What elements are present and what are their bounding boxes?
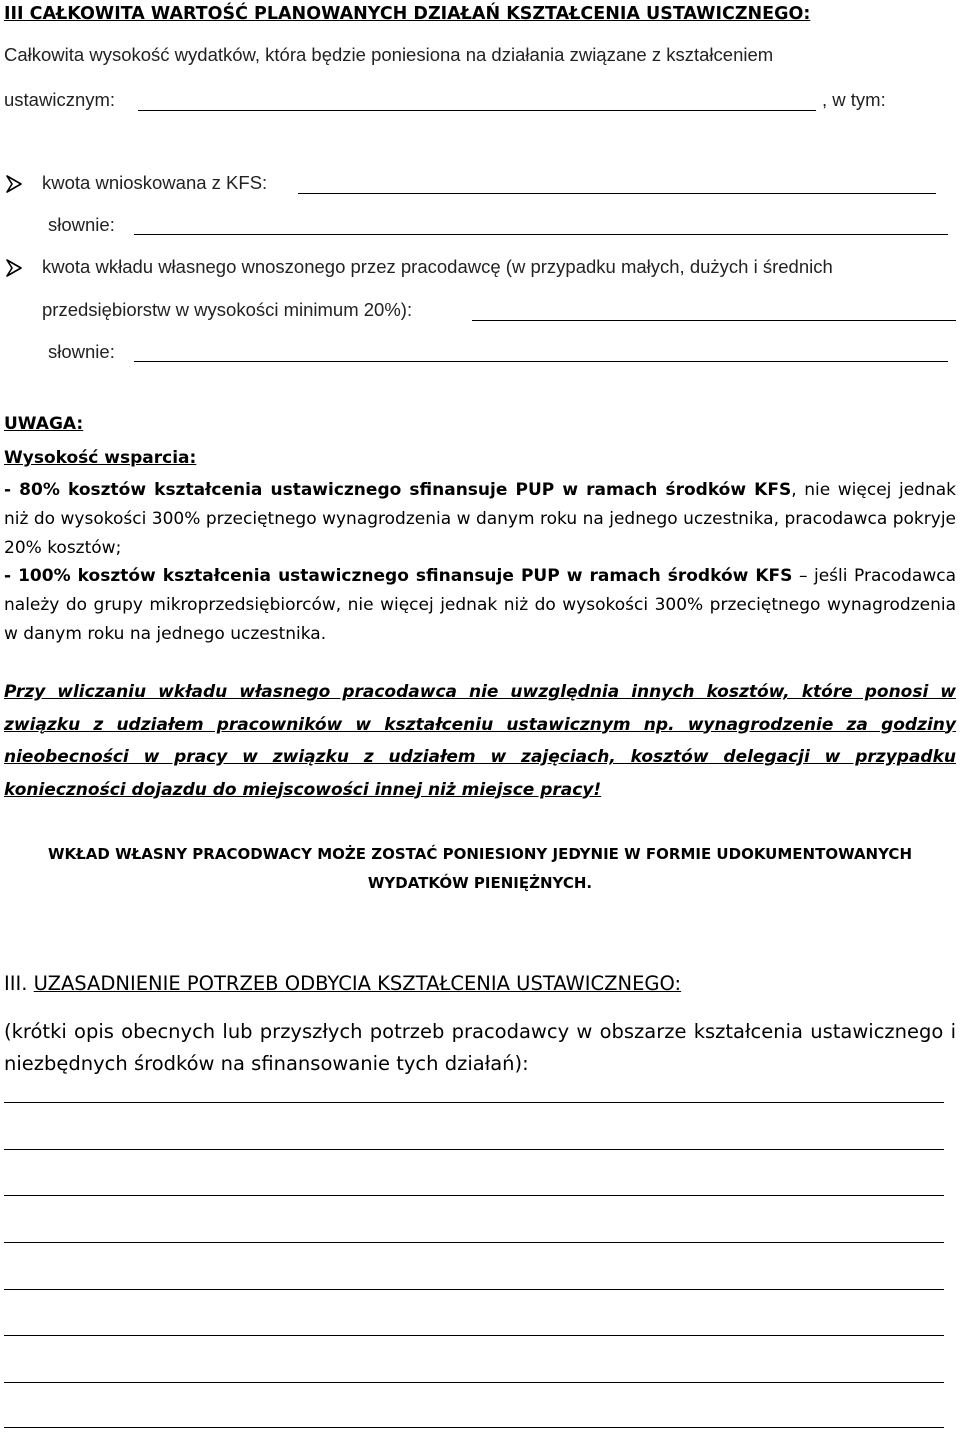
requested-amount-words-field[interactable] (134, 234, 948, 235)
support-rule-80 (4, 476, 956, 563)
support-rule-100-bold: - 100% kosztów kształcenia ustawicznego sfinansuje PUP w ramach środków KFS (4, 566, 793, 586)
arrow-bullet-icon (5, 259, 23, 277)
support-rule-100 (4, 562, 956, 649)
justification-answer-line[interactable] (4, 1289, 944, 1290)
own-contribution-field[interactable] (472, 320, 956, 321)
own-contribution-label-line-1: kwota wkładu własnego wnoszonego przez pracodawcę (w przypadku małych, dużych i średnich (42, 256, 833, 277)
support-level-heading: Wysokość wsparcia: (4, 448, 197, 468)
total-expenses-suffix: , w tym: (822, 89, 886, 110)
justification-answer-line[interactable] (4, 1427, 944, 1428)
total-expenses-field[interactable] (138, 110, 816, 111)
requested-amount-field[interactable] (298, 193, 936, 194)
section-2-title: UZASADNIENIE POTRZEB ODBYCIA KSZTAŁCENIA USTAWICZNEGO: (33, 972, 682, 995)
justification-answer-line[interactable] (4, 1242, 944, 1243)
support-rule-80-bold: - 80% kosztów kształcenia ustawicznego sfinansuje PUP w ramach środków KFS (4, 480, 792, 500)
section-2-heading (4, 972, 681, 995)
own-contribution-words-label: słownie: (48, 341, 115, 362)
justification-answer-line[interactable] (4, 1195, 944, 1196)
own-contribution-label-line-2: przedsiębiorstw w wysokości minimum 20%): (42, 299, 413, 320)
section-2-number: III. (4, 972, 28, 995)
requested-amount-words-label: słownie: (48, 214, 115, 235)
arrow-bullet-icon (5, 175, 23, 193)
justification-answer-line[interactable] (4, 1149, 944, 1150)
justification-answer-line[interactable] (4, 1382, 944, 1383)
own-contribution-words-field[interactable] (134, 361, 948, 362)
justification-answer-line[interactable] (4, 1335, 944, 1336)
notice-line-2: WYDATKÓW PIENIĘŻNYCH. (367, 874, 593, 892)
support-rule-100-rest: – jeśli Pracodawca należy do grupy mikroprzedsiębiorców, nie więcej jednak niż do wysokości 300% przeciętnego wynagrodzenia w danym roku na jednego uczestnika. (4, 566, 956, 644)
own-contribution-note-text: Przy wliczaniu wkładu własnego pracodawca nie uwzględnia innych kosztów, które ponosi w związku z udziałem pracowników w kształceniu ustawicznym np. wynagrodzenie za godziny nieobecności w pracy w związku z udziałem w zajęciach, kosztów delegacji w przypadku konieczności dojazdu do miejscowości innej niż miejsce pracy! (4, 682, 956, 800)
notice-line-1: WKŁAD WŁASNY PRACODWACY MOŻE ZOSTAĆ PONIESIONY JEDYNIE W FORMIE UDOKUMENTOWANYCH (47, 845, 912, 863)
uwaga-heading: UWAGA: (4, 414, 84, 434)
own-contribution-note (4, 676, 956, 806)
total-expenses-label: ustawicznym: (4, 89, 116, 110)
total-expenses-line-1: Całkowita wysokość wydatków, która będzie poniesiona na działania związane z kształceniem (4, 44, 774, 65)
section-title: III CAŁKOWITA WARTOŚĆ PLANOWANYCH DZIAŁAŃ KSZTAŁCENIA USTAWICZNEGO: (4, 4, 811, 24)
section-2-description: (krótki opis obecnych lub przyszłych potrzeb pracodawcy w obszarze kształcenia ustawicznego i niezbędnych środków na sfinansowanie tych działań): (4, 1020, 956, 1075)
requested-amount-label: kwota wnioskowana z KFS: (42, 172, 268, 193)
support-rule-80-rest: , nie więcej jednak niż do wysokości 300% przeciętnego wynagrodzenia w danym roku na jednego uczestnika, pracodawca pokryje 20% kosztów; (4, 480, 956, 558)
justification-answer-line[interactable] (4, 1102, 944, 1103)
